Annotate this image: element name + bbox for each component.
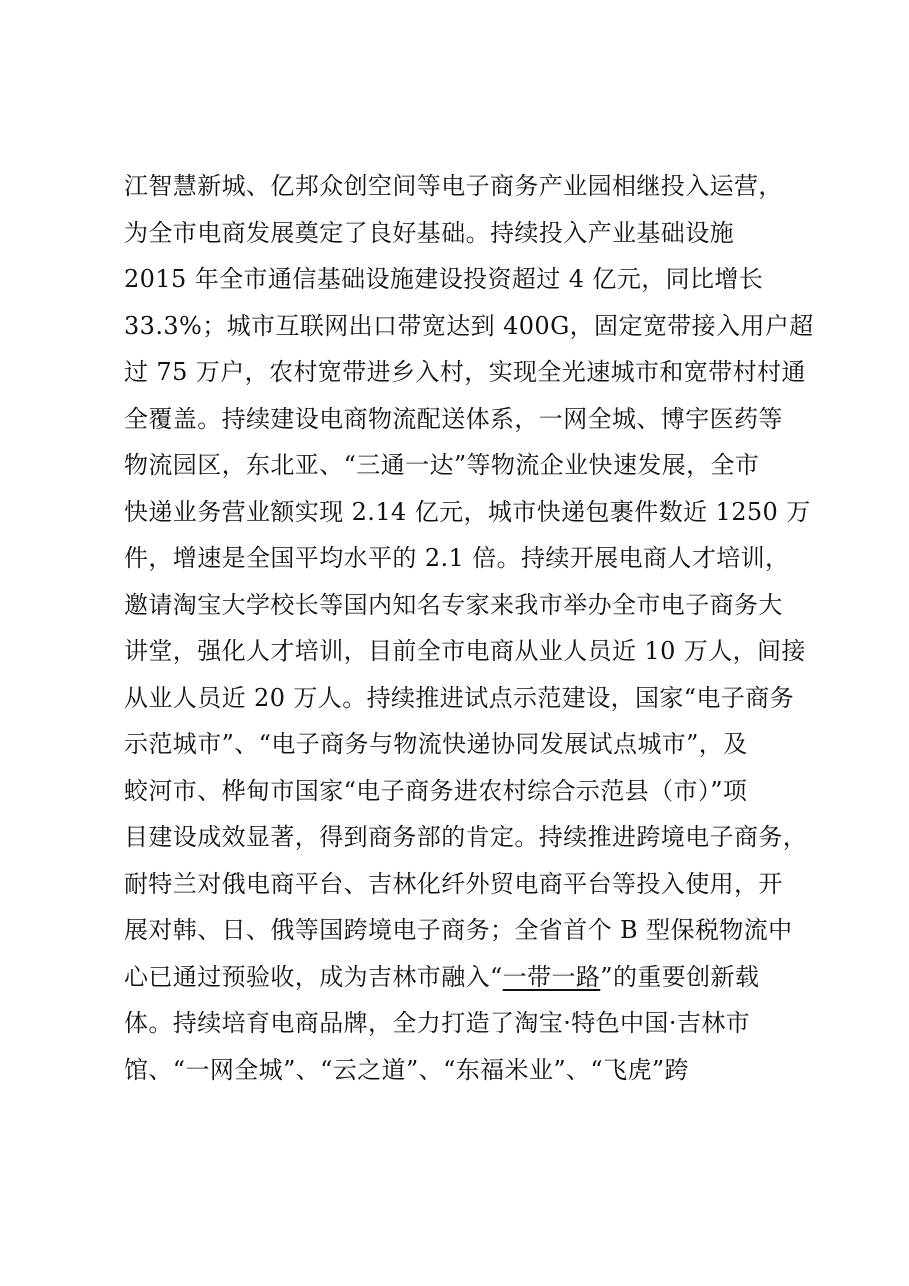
text-line [124,954,824,1001]
text-segment: 心已通过预验收，成为吉林市融入“ [124,962,503,991]
text-line: 从业人员近 20 万人。持续推进试点示范建设，国家“电子商务 [124,683,795,712]
underlined-phrase: 一带一路 [502,962,601,991]
text-line: 馆、“一网全城”、“云之道”、“东福米业”、“飞虎”跨 [124,1055,689,1084]
text-line: 为全市电商发展奠定了良好基础。持续投入产业基础设施 [124,218,734,247]
text-line: 全覆盖。持续建设电商物流配送体系，一网全城、博宇医药等 [124,404,783,433]
body-text [124,163,824,1093]
text-line: 展对韩、日、俄等国跨境电子商务；全省首个 B 型保税物流中 [124,916,793,944]
text-line: 2015 年全市通信基础设施建设投资超过 4 亿元，同比增长 [124,265,764,293]
text-line: 快递业务营业额实现 2.14 亿元，城市快递包裹件数近 1250 万 [124,497,811,526]
text-segment: ”的重要创新载 [600,962,760,991]
text-line: 体。持续培育电商品牌，全力打造了淘宝·特色中国·吉林市 [124,1009,751,1037]
text-line: 目建设成效显著，得到商务部的肯定。持续推进跨境电子商务， [124,823,808,851]
text-line: 邀请淘宝大学校长等国内知名专家来我市举办全市电子商务大 [124,590,783,619]
text-line: 讲堂，强化人才培训，目前全市电商从业人员近 10 万人，间接 [124,637,806,665]
text-line: 江智慧新城、亿邦众创空间等电子商务产业园相继投入运营， [124,172,783,200]
text-line: 件，增速是全国平均水平的 2.1 倍。持续开展电商人才培训， [124,544,790,572]
text-line: 33.3%；城市互联网出口带宽达到 400G，固定宽带接入用户超 [124,311,814,340]
text-line: 示范城市”、“电子商务与物流快递协同发展试点城市”，及 [124,730,748,758]
text-line: 蛟河市、桦甸市国家“电子商务进农村综合示范县（市）”项 [124,776,748,805]
text-line: 物流园区，东北亚、“三通一达”等物流企业快速发展，全市 [124,451,760,479]
text-line: 过 75 万户，农村宽带进乡入村，实现全光速城市和宽带村村通 [124,358,806,386]
text-line: 耐特兰对俄电商平台、吉林化纤外贸电商平台等投入使用，开 [124,869,783,898]
